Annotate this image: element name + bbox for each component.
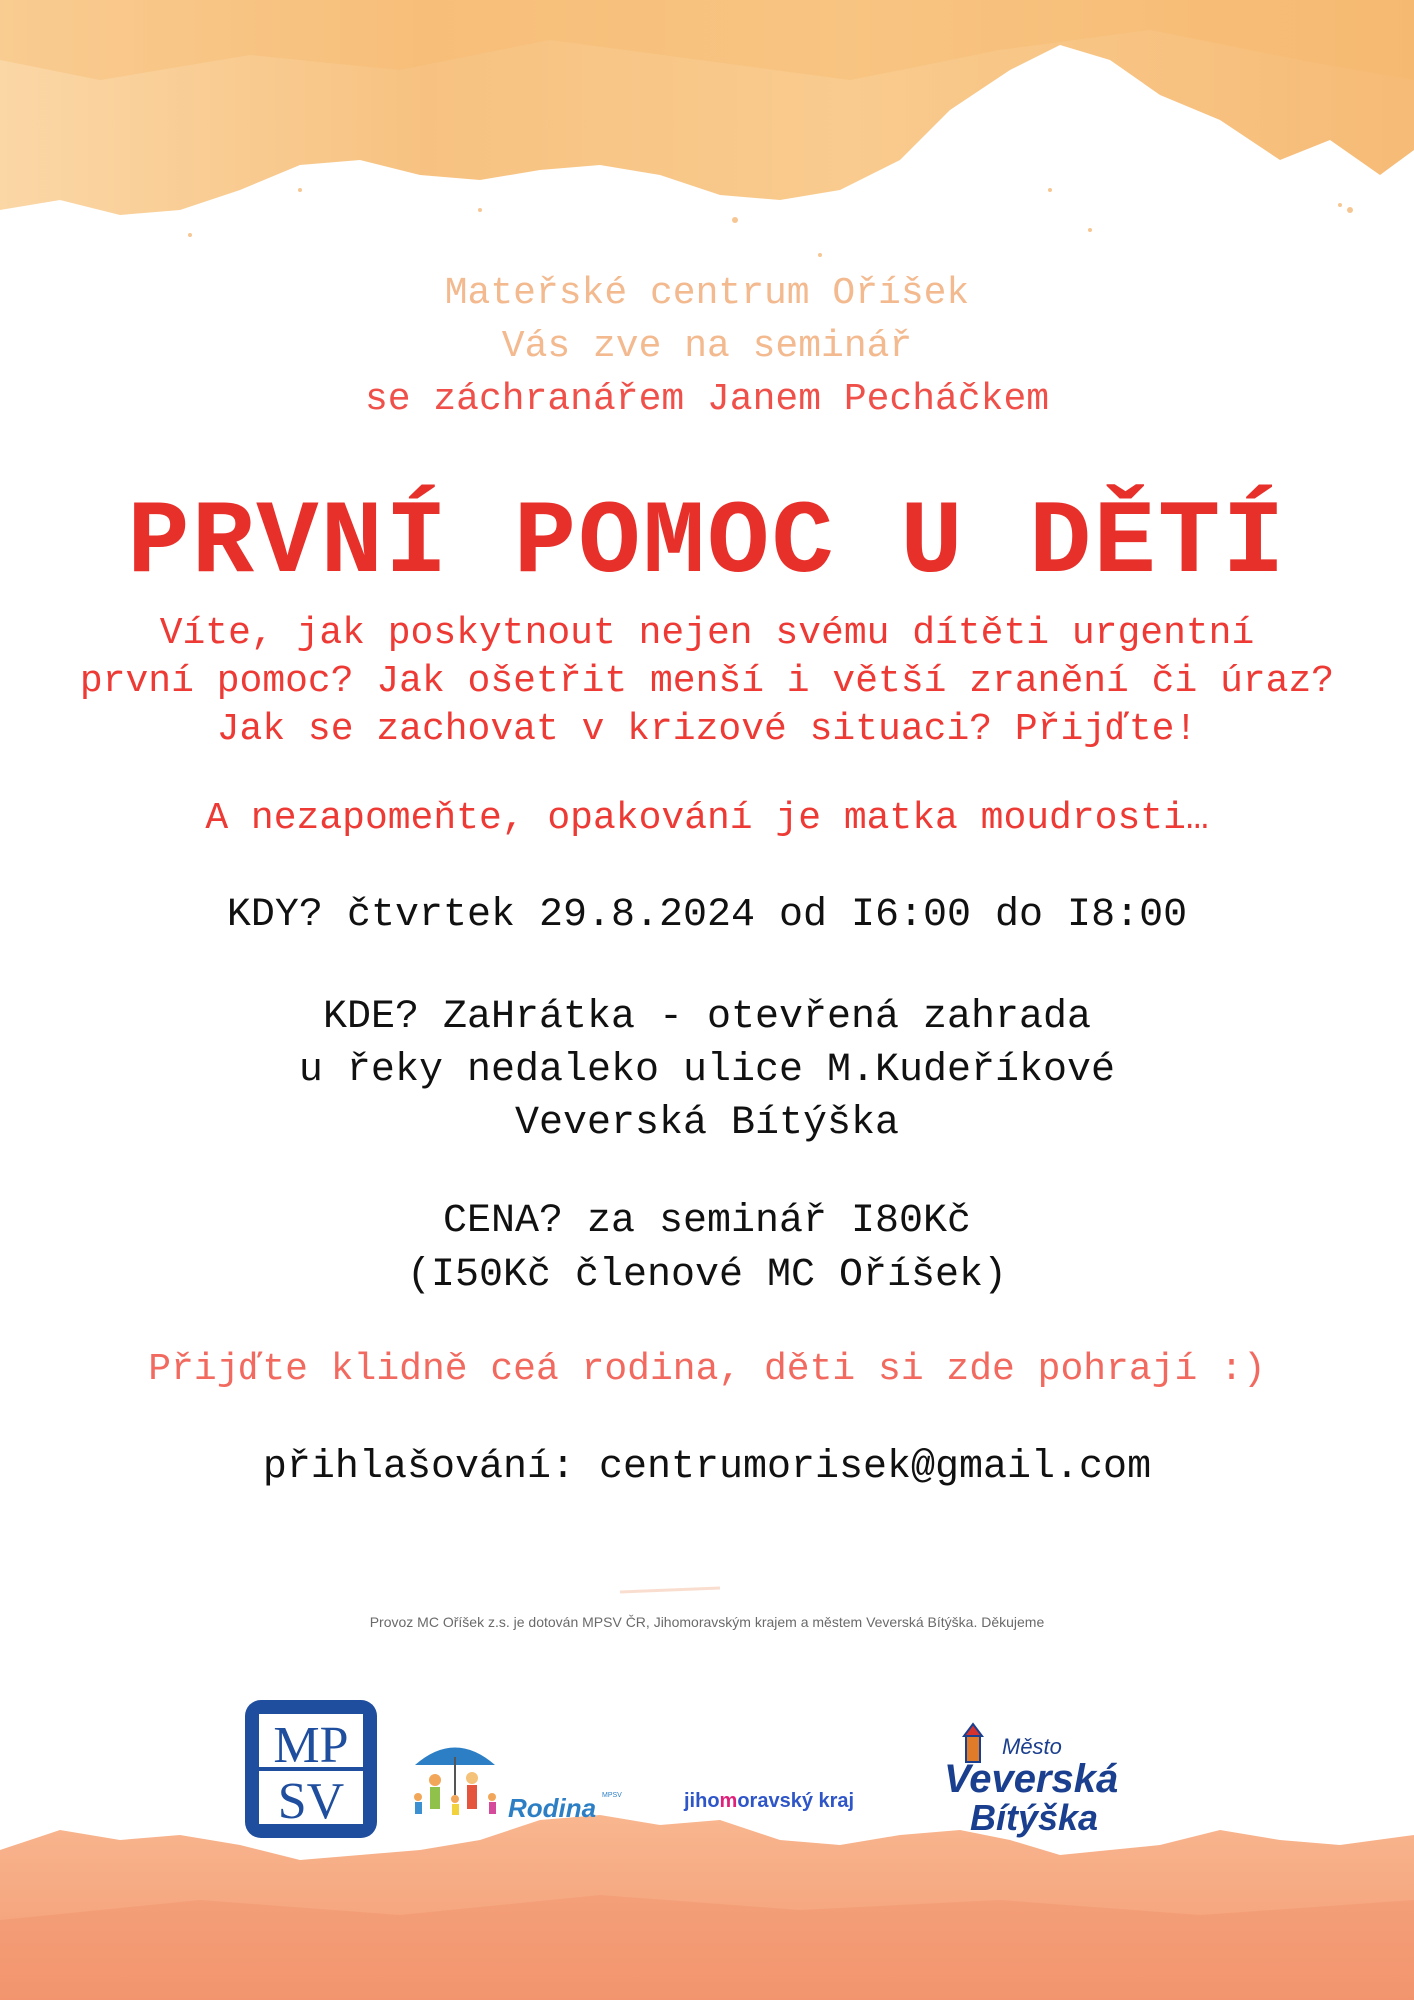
mpsv-logo: [243, 1698, 379, 1840]
mesto-logo-line2: Veverská: [944, 1757, 1119, 1801]
event-title: PRVNÍ POMOC U DĚTÍ: [127, 485, 1287, 603]
mpsv-logo-top-text: MP: [273, 1717, 349, 1774]
mesto-logo-line1: Město: [1002, 1734, 1062, 1759]
intro-line-organizer: Mateřské centrum Oříšek: [444, 272, 970, 315]
rodina-logo-small-text: MPSV: [602, 1792, 622, 1799]
jmk-logo-part1: jiho: [684, 1790, 720, 1812]
family-note: Přijďte klidně ceá rodina, děti si zde pohrají :): [148, 1348, 1266, 1391]
rodina-logo: [410, 1735, 650, 1825]
event-where-line-1: KDE? ZaHrátka - otevřená zahrada: [322, 995, 1092, 1040]
event-where-line-2: u řeky nedaleko ulice M.Kudeříkové: [298, 1048, 1116, 1093]
question-line-3: Jak se zachovat v krizové situaci? Přijďte!: [216, 708, 1198, 751]
sponsor-footnote: Provoz MC Oříšek z.s. je dotován MPSV ČR, Jihomoravským krajem a městem Veverská Bítýška. Děkujeme: [369, 1614, 1045, 1630]
mpsv-logo-bottom-text: SV: [277, 1773, 345, 1830]
mesto-logo: [940, 1722, 1170, 1842]
jmk-logo-part3: oravský kraj: [737, 1790, 855, 1812]
event-price-line-1: CENA? za seminář I80Kč: [442, 1199, 972, 1244]
jmk-logo-part2: m: [719, 1790, 738, 1812]
event-when: KDY? čtvrtek 29.8.2024 od I6:00 do I8:00: [226, 893, 1188, 938]
reminder-text: A nezapomeňte, opakování je matka moudrosti…: [205, 797, 1209, 840]
question-line-2: první pomoc? Jak ošetřit menší i větší zranění či úraz?: [79, 660, 1335, 703]
intro-line-speaker: se záchranářem Janem Pecháčkem: [364, 378, 1050, 421]
question-line-1: Víte, jak poskytnout nejen svému dítěti urgentní: [159, 612, 1255, 655]
intro-line-invitation: Vás zve na seminář: [501, 325, 913, 368]
jmk-logo: [684, 1790, 924, 1820]
mesto-logo-line3: Bítýška: [970, 1797, 1099, 1838]
event-price-line-2: (I50Kč členové MC Oříšek): [406, 1253, 1008, 1298]
event-where-line-3: Veverská Bítýška: [514, 1101, 900, 1146]
registration-contact: přihlašování: centrumorisek@gmail.com: [262, 1445, 1152, 1490]
rodina-logo-text: Rodina: [508, 1793, 597, 1823]
